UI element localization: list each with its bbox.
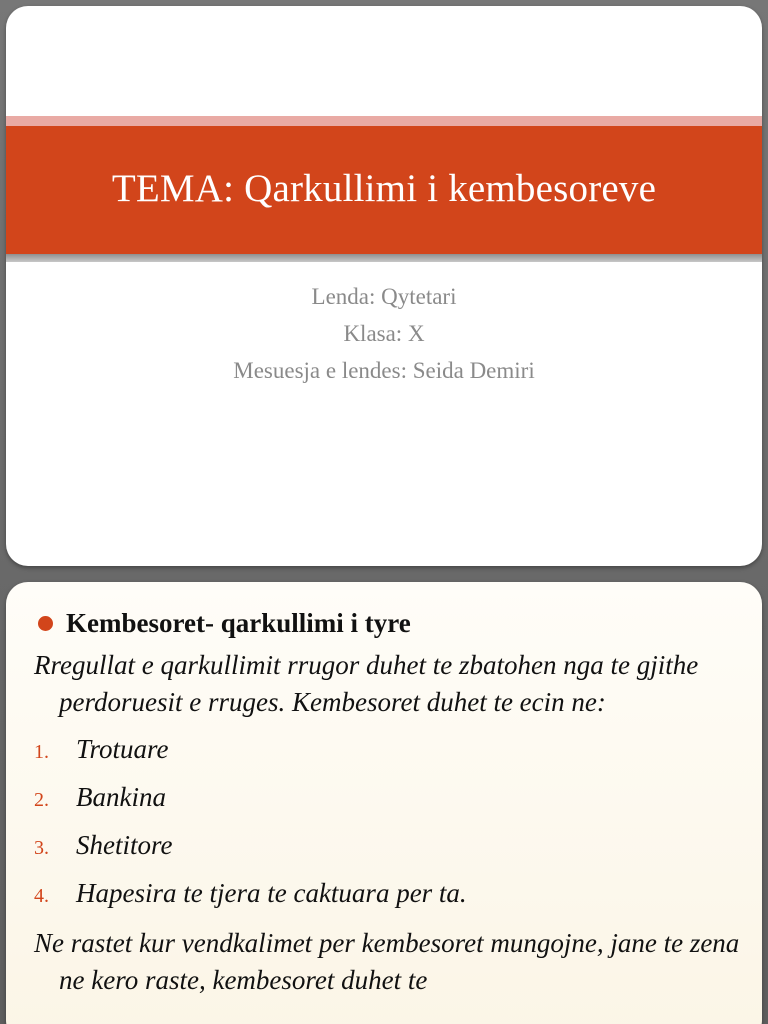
list-item xyxy=(34,871,742,919)
slide-content xyxy=(6,582,762,1024)
list-item xyxy=(34,775,742,823)
list-number: 1. xyxy=(34,741,49,763)
slide-title xyxy=(6,6,762,566)
list-number: 2. xyxy=(34,789,49,811)
slide-title-text: TEMA: Qarkullimi i kembesoreve xyxy=(111,166,657,210)
list-text: Bankina xyxy=(76,782,166,812)
title-bottom-stripe xyxy=(6,254,762,262)
slide-subtitle xyxy=(6,278,762,389)
list-item xyxy=(34,727,742,775)
subtitle-teacher: Mesuesja e lendes: Seida Demiri xyxy=(233,358,535,383)
paragraph-rules: Rregullat e qarkullimit rrugor duhet te zbatohen nga te gjithe perdoruesit e rruges. Kembesoret duhet te ecin ne: xyxy=(34,650,699,717)
subtitle-subject: Lenda: Qytetari xyxy=(311,284,457,309)
title-band xyxy=(6,126,762,254)
list-item xyxy=(34,823,742,871)
heading-text: Kembesoret- qarkullimi i tyre xyxy=(66,608,411,638)
title-top-stripe xyxy=(6,116,762,126)
list-text: Shetitore xyxy=(76,830,173,860)
list-number: 3. xyxy=(34,837,49,859)
numbered-list xyxy=(34,727,742,919)
paragraph-crossings: Ne rastet kur vendkalimet per kembesoret mungojne, jane te zena ne kero raste, kembesoret duhet te xyxy=(34,928,740,995)
list-number: 4. xyxy=(34,885,49,907)
list-text: Trotuare xyxy=(76,734,169,764)
subtitle-class: Klasa: X xyxy=(343,321,425,346)
bullet-icon xyxy=(38,616,53,631)
list-text: Hapesira te tjera te caktuara per ta. xyxy=(76,878,467,908)
slide-heading xyxy=(34,608,742,639)
slide-body xyxy=(34,608,742,999)
